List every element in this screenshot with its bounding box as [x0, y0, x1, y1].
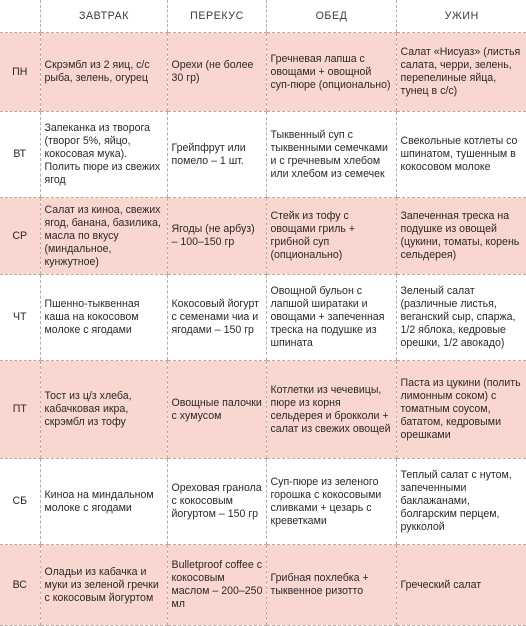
table-row	[0, 459, 526, 545]
header-row	[0, 0, 526, 33]
breakfast-cell: Киноа на миндальном молоке с ягодами	[40, 459, 167, 545]
header-day-column	[0, 0, 40, 33]
dinner-cell: Теплый салат с нутом, запеченными баклажанами, болгарским перцем, рукколой	[396, 459, 526, 545]
snack-cell: Овощные палочки с хумусом	[167, 361, 266, 459]
dinner-cell: Запеченная треска на подушке из овощей (цукини, томаты, корень сельдерея)	[396, 198, 526, 275]
header-snack: ПЕРЕКУС	[167, 0, 266, 33]
lunch-cell: Грибная похлебка + тыквенное ризотто	[266, 545, 396, 626]
day-label: ПН	[0, 33, 40, 112]
table-row	[0, 545, 526, 626]
header-dinner: УЖИН	[396, 0, 526, 33]
dinner-cell: Греческий салат	[396, 545, 526, 626]
table-row	[0, 361, 526, 459]
breakfast-cell: Запеканка из творога (творог 5%, яйцо, кокосовая мука). Полить пюре из свежих ягод	[40, 112, 167, 198]
snack-cell: Bulletproof coffee с кокосовым маслом – 200–250 мл	[167, 545, 266, 626]
snack-cell: Грейпфрут или помело – 1 шт.	[167, 112, 266, 198]
day-label: ЧТ	[0, 275, 40, 361]
snack-cell: Ореховая гранола с кокосовым йогуртом – 150 гр	[167, 459, 266, 545]
day-label: ВС	[0, 545, 40, 626]
table-row	[0, 33, 526, 112]
table-row	[0, 198, 526, 275]
lunch-cell: Котлетки из чечевицы, пюре из корня сельдерея и брокколи + салат из свежих овощей	[266, 361, 396, 459]
breakfast-cell: Тост из ц/з хлеба, кабачковая икра, скрэмбл из тофу	[40, 361, 167, 459]
dinner-cell: Салат «Нисуаз» (листья салата, черри, зелень, перепелиные яйца, тунец в с/с)	[396, 33, 526, 112]
snack-cell: Кокосовый йогурт с семенами чиа и ягодами – 150 гр	[167, 275, 266, 361]
dinner-cell: Свекольные котлеты со шпинатом, тушенным в кокосовом молоке	[396, 112, 526, 198]
lunch-cell: Овощной бульон с лапшой ширатаки и овощами + запеченная треска на подушке из шпината	[266, 275, 396, 361]
day-label: ПТ	[0, 361, 40, 459]
header-breakfast: ЗАВТРАК	[40, 0, 167, 33]
breakfast-cell: Оладьи из кабачка и муки из зеленой гречки с кокосовым йогуртом	[40, 545, 167, 626]
lunch-cell: Суп-пюре из зеленого горошка с кокосовыми сливками + цезарь с креветками	[266, 459, 396, 545]
breakfast-cell: Пшенно-тыквенная каша на кокосовом молоке с ягодами	[40, 275, 167, 361]
breakfast-cell: Салат из киноа, свежих ягод, банана, базилика, масла по вкусу (миндальное, кунжутное)	[40, 198, 167, 275]
snack-cell: Ягоды (не арбуз) – 100–150 гр	[167, 198, 266, 275]
lunch-cell: Стейк из тофу с овощами гриль + грибной суп (опционально)	[266, 198, 396, 275]
lunch-cell: Тыквенный суп с тыквенными семечками и с гречневым хлебом или хлебом из семечек	[266, 112, 396, 198]
table-row	[0, 275, 526, 361]
day-label: СР	[0, 198, 40, 275]
day-label: СБ	[0, 459, 40, 545]
snack-cell: Орехи (не более 30 гр)	[167, 33, 266, 112]
lunch-cell: Гречневая лапша с овощами + овощной суп-пюре (опционально)	[266, 33, 396, 112]
dinner-cell: Зеленый салат (различные листья, веганский сыр, спаржа, 1/2 яблока, кедровые орешки, 1/2 авокадо)	[396, 275, 526, 361]
header-lunch: ОБЕД	[266, 0, 396, 33]
table-row	[0, 112, 526, 198]
day-label: ВТ	[0, 112, 40, 198]
dinner-cell: Паста из цукини (полить лимонным соком) с томатным соусом, бататом, кедровыми орешками	[396, 361, 526, 459]
breakfast-cell: Скрэмбл из 2 яиц, с/с рыба, зелень, огурец	[40, 33, 167, 112]
